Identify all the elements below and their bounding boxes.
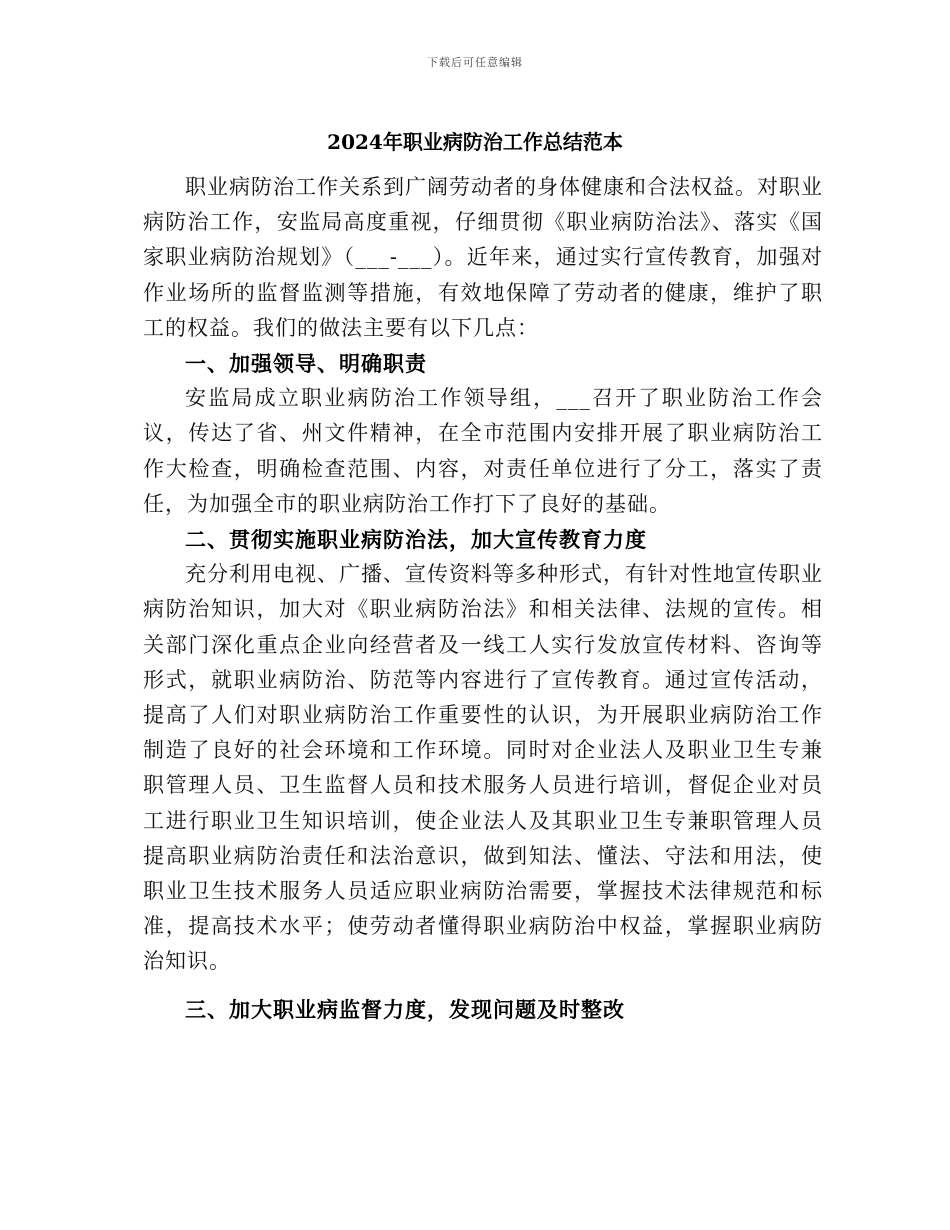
section-2-heading: 二、贯彻实施职业病防治法，加大宣传教育力度 — [185, 527, 647, 553]
section-2-paragraph: 充分利用电视、广播、宣传资料等多种形式，有针对性地宣传职业病防治知识，加大对《职业病防治法》和相关法律、法规的宣传。相关部门深化重点企业向经营者及一线工人实行发放宣传材料、咨询等形式，就职业病防治、防范等内容进行了宣传教育。通过宣传活动，提高了人们对职业病防治工作重要性的认识，为开展职业病防治工作制造了良好的社会环境和工作环境。同时对企业法人及职业卫生专兼职管理人员、卫生监督人员和技术服务人员进行培训，督促企业对员工进行职业卫生知识培训，使企业法人及其职业卫生专兼职管理人员提高职业病防治责任和法治意识，做到知法、懂法、守法和用法，使职业卫生技术服务人员适应职业病防治需要，掌握技术法律规范和标准，提高技术水平；使劳动者懂得职业病防治中权益，掌握职业病防治知识。 — [143, 562, 823, 974]
header-note: 下载后可任意编辑 — [427, 56, 523, 69]
section-3-heading: 三、加大职业病监督力度，发现问题及时整改 — [185, 996, 625, 1022]
section-1-paragraph: 安监局成立职业病防治工作领导组，___召开了职业防治工作会议，传达了省、州文件精神，在全市范围内安排开展了职业病防治工作大检查，明确检查范围、内容，对责任单位进行了分工，落实了责任，为加强全市的职业病防治工作打下了良好的基础。 — [143, 386, 823, 516]
section-1-heading: 一、加强领导、明确职责 — [185, 351, 427, 377]
document-title: 2024年职业病防治工作总结范本 — [327, 130, 623, 154]
document-body — [143, 170, 823, 1027]
intro-paragraph: 职业病防治工作关系到广阔劳动者的身体健康和合法权益。对职业病防治工作，安监局高度重视，仔细贯彻《职业病防治法》、落实《国家职业病防治规划》（___-___）。近年来，通过实行宣传教育，加强对作业场所的监督监测等措施，有效地保障了劳动者的健康，维护了职工的权益。我们的做法主要有以下几点： — [143, 175, 823, 340]
